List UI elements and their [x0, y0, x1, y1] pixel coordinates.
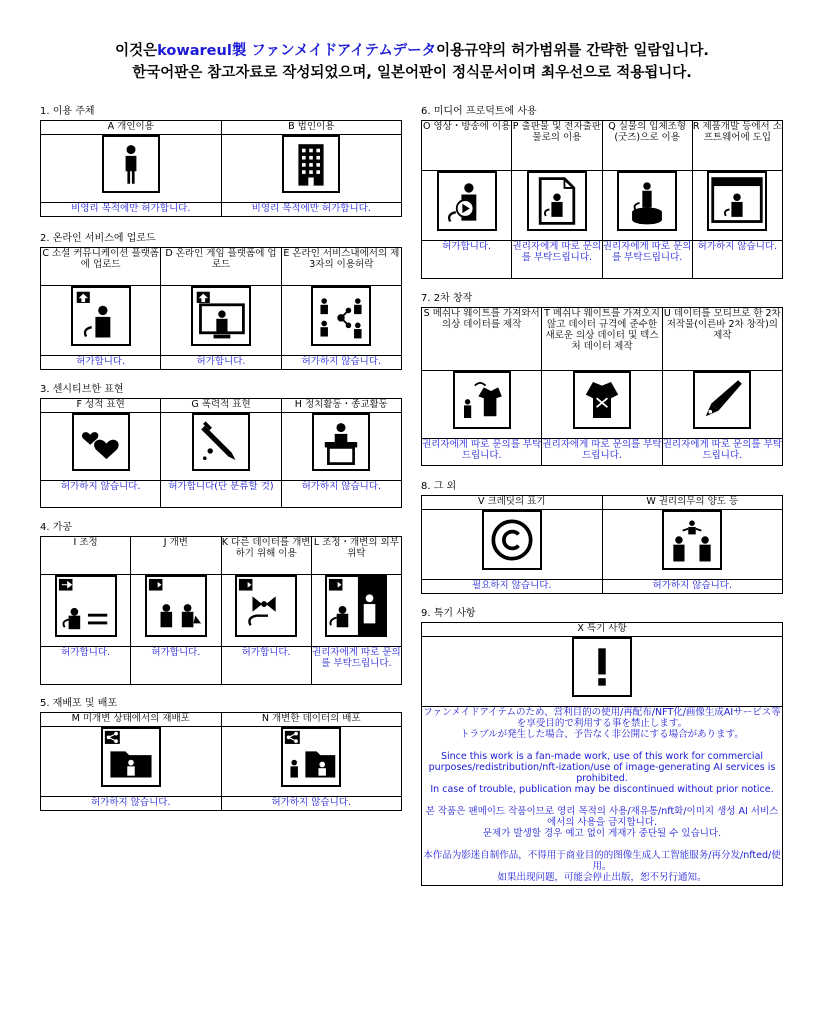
media-product-table [421, 120, 783, 279]
item-label: S 메쉬나 웨이트를 가져와서 의상 데이터를 제작 [422, 308, 542, 371]
status-text: 허가합니다. [221, 647, 311, 685]
item-label: C 소셜 커뮤니케이션 플랫폼에 업로드 [41, 248, 161, 286]
status-text: 허가하지 않습니다. [281, 481, 401, 508]
section-sensitive [40, 384, 402, 508]
status-text: 권리자에게 따로 문의를 부탁드립니다. [422, 439, 542, 466]
item-label: D 온라인 게임 플랫폼에 업로드 [161, 248, 281, 286]
section-processing [40, 522, 402, 685]
item-label: L 조정・개변의 외부위탁 [311, 537, 401, 575]
note-chinese: 本作品为影迷自制作品，不得用于商业目的的图像生成人工智能服务/再分发/nfted/使用。 如果出现问题，可能会停止出版，恕不另行通知。 [423, 850, 781, 883]
use-other-icon [235, 575, 297, 637]
section-media-product [421, 106, 783, 279]
pen-icon [693, 371, 751, 429]
item-label: T 메쉬나 웨이트를 가져오지 않고 데이터 규격에 준수한 새로운 의상 데이터 및 텍스처 데이터 제작 [542, 308, 662, 371]
new-clothes-icon [573, 371, 631, 429]
status-text: 권리자에게 따로 문의를 부탁드립니다. [512, 241, 602, 279]
item-label: N 개변한 데이터의 배포 [221, 713, 402, 727]
header-line-2: 한국어판은 참고자료로 작성되었으며, 일본어판이 정식문서이며 최우선으로 적용됩니다. [132, 65, 692, 81]
item-label: J 개변 [131, 537, 221, 575]
header-line-1: 이것은kowareul製 ファンメイドアイテムデータ이용규약의 허가범위를 간략한 일람입니다. [115, 43, 709, 59]
section-derivative [421, 293, 783, 466]
status-text: 허가하지 않습니다. [41, 481, 161, 508]
item-label: V 크레딧의 표기 [422, 496, 603, 510]
section-usage-subject [40, 106, 402, 217]
status-text: 필요하지 않습니다. [422, 580, 603, 594]
header [0, 40, 824, 84]
section-other [421, 481, 783, 594]
status-text: 권리자에게 따로 문의를 부탁드립니다. [542, 439, 662, 466]
redistribution-table [40, 712, 402, 811]
item-label: E 온라인 서비스내에서의 제3자의 이용허락 [281, 248, 401, 286]
video-icon [437, 171, 497, 231]
section-title: 3. 센시티브한 표현 [40, 384, 124, 395]
usage-subject-table [40, 120, 402, 217]
status-text: 비영리 목적에만 허가합니다. [221, 203, 402, 217]
copyright-icon [482, 510, 542, 570]
processing-table [40, 536, 402, 685]
status-text: 허가하지 않습니다. [281, 356, 401, 370]
hearts-icon [72, 413, 130, 471]
knife-icon [192, 413, 250, 471]
section-title: 4. 가공 [40, 522, 73, 533]
status-text: 허가합니다. [161, 356, 281, 370]
item-label: P 출판물 및 전자출판물로의 이용 [512, 121, 602, 171]
online-upload-table [40, 247, 402, 370]
exclamation-icon [572, 637, 632, 697]
upload-monitor-icon [191, 286, 251, 346]
note-korean: 본 작품은 팬메이드 작품이므로 영리 목적의 사용/재유통/nft화/이미지 생성 AI 서비스에서의 사용을 금지합니다. 문제가 발생할 경우 예고 없이 게재가 중단될 수 있습니다. [425, 806, 779, 839]
section-title: 2. 온라인 서비스에 업로드 [40, 233, 156, 244]
section-title: 6. 미디어 프로덕트에 사용 [421, 106, 537, 117]
section-title: 1. 이용 주체 [40, 106, 95, 117]
outsource-icon [325, 575, 387, 637]
note-english: Since this work is a fan-made work, use of this work for commercial purposes/redistribution/nft-ization/use of image-generating AI services is prohibited. In case of trouble, publication may be discontinued without prior notice. [428, 751, 776, 795]
status-text: 허가합니다. [131, 647, 221, 685]
software-icon [707, 171, 767, 231]
section-title: 8. 그 외 [421, 481, 457, 492]
podium-icon [312, 413, 370, 471]
modify-icon [145, 575, 207, 637]
section-title: 7. 2차 창작 [421, 293, 473, 304]
item-label: X 특기 사항 [422, 623, 783, 637]
section-special-notes [421, 608, 783, 886]
section-redistribution [40, 698, 402, 811]
document-icon [527, 171, 587, 231]
item-label: H 정치활동・종교활동 [281, 399, 401, 413]
share-users-icon [311, 286, 371, 346]
status-text: 권리자에게 따로 문의를 부탁드립니다. [662, 439, 782, 466]
status-text: 권리자에게 따로 문의를 부탁드립니다. [602, 241, 692, 279]
item-label: O 영상・방송에 이용 [422, 121, 512, 171]
note-japanese: ファンメイドアイテムのため、営利目的の使用/再配布/NFT化/画像生成AIサービス等を享受目的で利用する事を禁止します。 トラブルが発生した場合、予告なく非公開にする場合があります。 [423, 707, 781, 740]
special-notes-table [421, 622, 783, 886]
section-title: 5. 재배포 및 배포 [40, 698, 118, 709]
status-text: 허가하지 않습니다. [41, 797, 222, 811]
section-online-upload [40, 233, 402, 370]
status-text: 비영리 목적에만 허가합니다. [41, 203, 222, 217]
item-label: G 폭력적 표현 [161, 399, 281, 413]
share-folder-icon [101, 727, 161, 787]
item-label: A 개인이용 [41, 121, 222, 135]
status-text: 허가합니다. [41, 356, 161, 370]
status-text: 허가하지 않습니다. [221, 797, 402, 811]
item-label: B 법인이용 [221, 121, 402, 135]
derivative-table [421, 307, 783, 466]
item-label: M 미개변 상태에서의 재배포 [41, 713, 222, 727]
other-table [421, 495, 783, 594]
clothes-icon [453, 371, 511, 429]
person-icon [102, 135, 160, 193]
item-label: W 권리의무의 양도 등 [602, 496, 783, 510]
status-text: 권리자에게 따로 문의를 부탁드립니다. [311, 647, 401, 685]
item-label: K 다른 데이터를 개변하기 위해 이용 [221, 537, 311, 575]
share-modified-folder-icon [281, 727, 341, 787]
item-label: R 제품개발 등에서 소프트웨어에 도입 [692, 121, 782, 171]
adjust-icon [55, 575, 117, 637]
status-text: 허가하지 않습니다. [602, 580, 783, 594]
item-label: F 성적 표현 [41, 399, 161, 413]
item-label: U 데이터를 모티브로 한 2차 저작물(이른바 2차 창작)의 제작 [662, 308, 782, 371]
item-label: Q 실물의 입체조형(굿즈)으로 이용 [602, 121, 692, 171]
status-text: 허가합니다(단 분류할 것) [161, 481, 281, 508]
upload-person-icon [71, 286, 131, 346]
building-icon [282, 135, 340, 193]
figure-icon [617, 171, 677, 231]
status-text: 허가합니다. [41, 647, 131, 685]
transfer-icon [662, 510, 722, 570]
status-text: 허가합니다. [422, 241, 512, 279]
section-title: 9. 특기 사항 [421, 608, 476, 619]
sensitive-table [40, 398, 402, 508]
item-label: I 조정 [41, 537, 131, 575]
special-notes-text [422, 707, 783, 886]
header-title-highlight: kowareul製 ファンメイドアイテムデータ [157, 43, 437, 59]
status-text: 허가하지 않습니다. [692, 241, 782, 279]
